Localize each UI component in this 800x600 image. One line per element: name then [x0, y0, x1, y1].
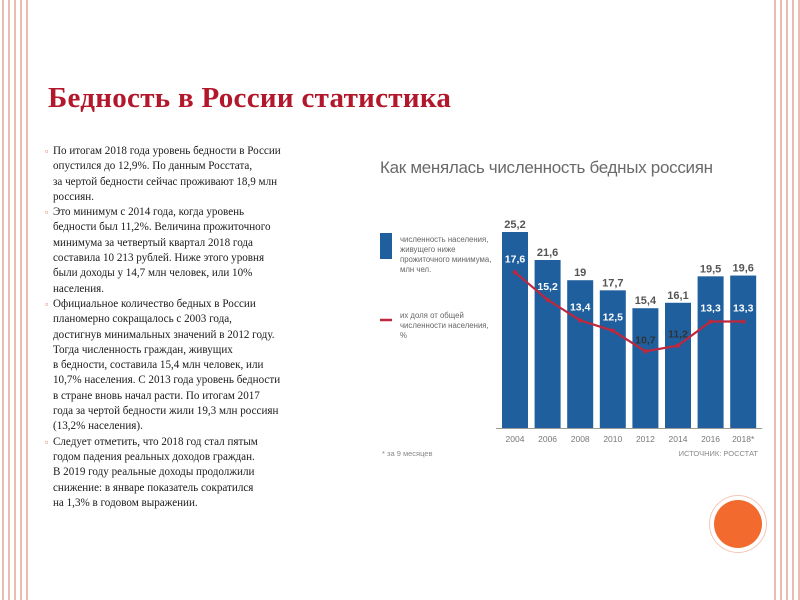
bar-2014: [665, 303, 691, 428]
x-tick-label: 2012: [635, 434, 655, 444]
bar-value-label: 15,4: [634, 295, 657, 308]
legend-bar-label: численность населения, живущего ниже прожиточного минимума, млн чел.: [400, 235, 492, 274]
bullet-marker-icon: ▫: [45, 146, 49, 156]
bullet-text-line: (13,2% населения).: [53, 420, 143, 433]
x-tick-label: 2018*: [732, 434, 755, 444]
bar-value-label: 16,1: [667, 289, 689, 302]
share-value-label: 13,4: [569, 301, 591, 314]
bullet-text-line: Официальное количество бедных в России: [53, 297, 256, 310]
bullet-text-line: 10,7% населения. С 2013 года уровень бедности: [53, 374, 281, 387]
bar-value-label: 21,6: [536, 247, 559, 259]
x-tick-label: 2008: [570, 434, 590, 444]
bullet-text-line: года за чертой бедности жили 19,3 млн россиян: [53, 405, 279, 418]
bullet-text-line: минимума за четвертый квартал 2018 года: [53, 236, 253, 249]
bullet-text-line: в стране вновь начал расти. По итогам 2017: [53, 389, 260, 402]
x-tick-label: 2014: [668, 434, 688, 444]
bullet-text-line: Следует отметить, что 2018 год стал пятым: [53, 435, 258, 448]
bar-value-label: 19: [574, 267, 587, 280]
bullet-marker-icon: ▫: [45, 207, 49, 218]
share-point: [513, 270, 517, 274]
share-point: [545, 298, 549, 302]
bullet-text-line: планомерно сокращалось с 2003 года,: [53, 313, 232, 326]
share-value-label: 17,6: [504, 253, 526, 266]
legend-line-label: их доля от общей численности населения, %: [400, 311, 489, 340]
share-point: [578, 318, 582, 322]
bullet-paragraph: [46, 205, 356, 297]
bullet-text-line: были доходы у 14,7 млн человек, или 10%: [53, 267, 253, 280]
bar-value-label: 19,5: [699, 263, 722, 276]
x-tick-label: 2006: [538, 434, 558, 444]
share-value-label: 12,5: [602, 311, 624, 324]
bullet-text-line: составила 10 213 рублей. Ниже этого уровня: [53, 252, 265, 265]
bar-value-label: 17,7: [602, 277, 624, 290]
bullet-text-line: на 1,3% в годовом выражении.: [53, 496, 198, 509]
bullet-text-line: за чертой бедности сейчас проживают 18,9 млн: [53, 175, 278, 188]
left-decorative-border: [0, 0, 28, 600]
share-point: [741, 319, 745, 323]
share-point: [643, 349, 647, 353]
bullet-text-line: Тогда численность граждан, живущих: [53, 343, 233, 356]
legend-bar-swatch: [380, 233, 392, 259]
share-value-label: 10,7: [635, 334, 656, 347]
bullet-text-line: Это минимум с 2014 года, когда уровень: [53, 206, 245, 219]
bullet-marker-icon: ▫: [45, 436, 49, 447]
bullet-paragraph: [46, 144, 356, 205]
bar-2018*: [730, 276, 756, 428]
bar-2012: [632, 308, 658, 428]
chart-source: ИСТОЧНИК: РОССТАТ: [678, 449, 758, 458]
chart-svg: [374, 150, 770, 480]
bullet-text-line: в бедности, составила 15,4 млн человек, или: [53, 359, 264, 372]
share-value-label: 13,3: [732, 302, 754, 315]
bullet-text-line: россиян.: [53, 190, 94, 203]
slide-title: Бедность в России статистика: [48, 82, 452, 114]
right-decorative-border: [772, 0, 800, 600]
bar-value-label: 25,2: [504, 219, 526, 231]
bullet-text-line: снижение: в январе показатель сократился: [53, 481, 254, 494]
bullet-text-line: бедности был 11,2%. Величина прожиточного: [53, 221, 271, 234]
x-tick-label: 2004: [505, 434, 525, 444]
bullet-text-line: По итогам 2018 года уровень бедности в России: [53, 145, 281, 157]
bullet-marker-icon: ▫: [45, 298, 49, 309]
bar-2016: [698, 276, 724, 428]
decorative-orange-circle: [714, 500, 762, 548]
bullet-text-line: В 2019 году реальные доходы продолжили: [53, 466, 255, 479]
bullet-text-line: населения.: [53, 282, 105, 295]
bullet-paragraph: [46, 435, 356, 511]
bullet-text-line: достигнув минимальных значений в 2012 году.: [53, 328, 275, 341]
chart-footnote: * за 9 месяцев: [382, 449, 433, 458]
x-tick-label: 2016: [701, 434, 721, 444]
x-tick-label: 2010: [603, 434, 623, 444]
bar-value-label: 19,6: [732, 262, 754, 275]
share-point: [676, 343, 680, 347]
bullet-paragraph: [46, 297, 356, 435]
share-value-label: 11,2: [668, 328, 688, 341]
bullet-text-line: опустился до 12,9%. По данным Росстата,: [53, 160, 253, 173]
share-point: [611, 328, 615, 332]
bullet-list: [46, 144, 356, 511]
chart-container: [374, 150, 770, 480]
bullet-text-line: годом падения реальных доходов граждан.: [53, 450, 255, 463]
share-value-label: 15,2: [537, 280, 558, 293]
share-value-label: 13,3: [700, 302, 721, 315]
share-point: [708, 319, 712, 323]
chart-title: Как менялась численность бедных россиян: [380, 158, 713, 177]
